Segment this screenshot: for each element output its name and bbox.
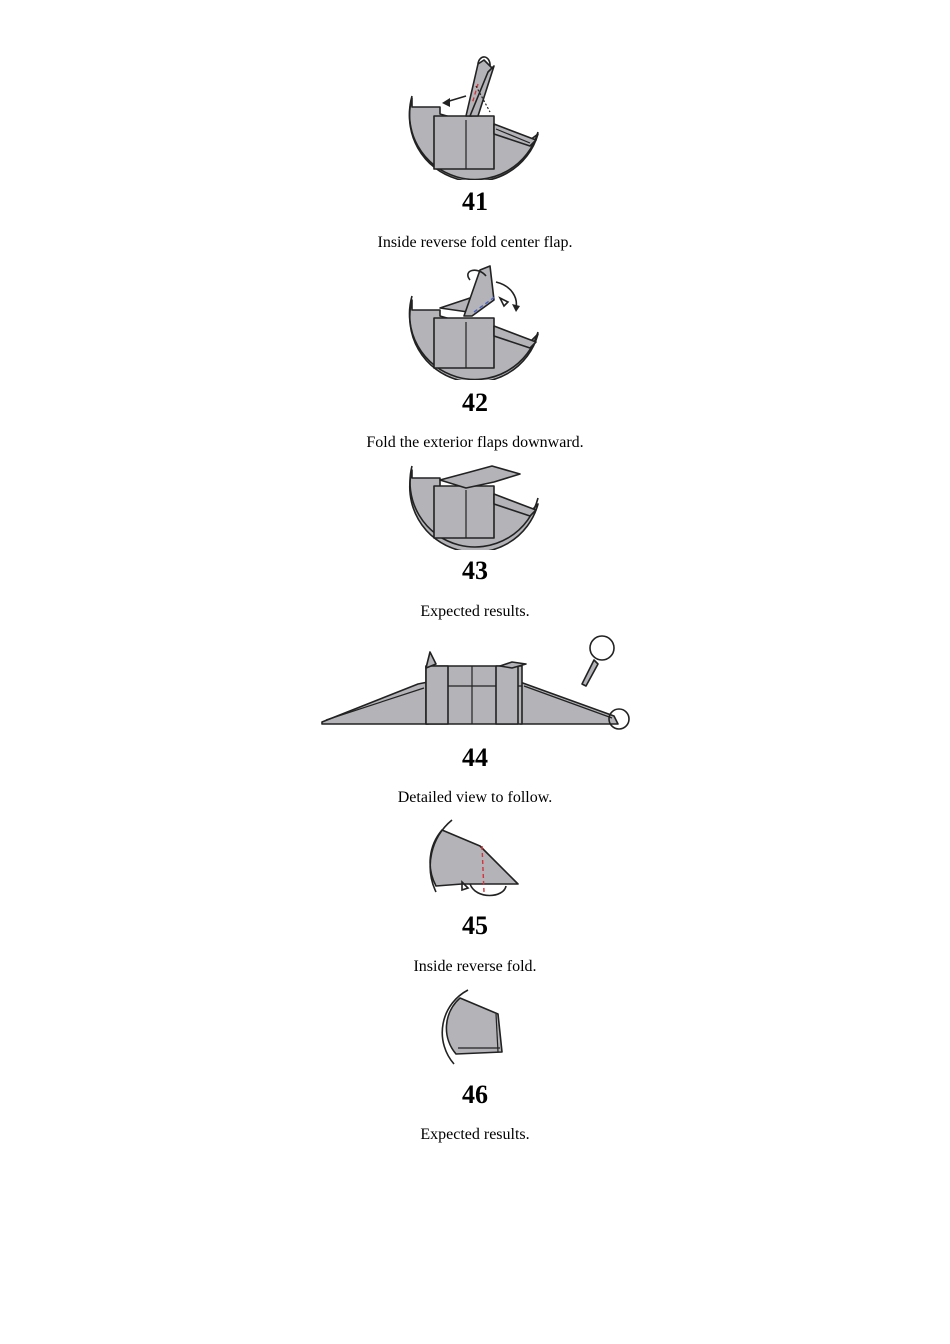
step-number-44: 44 xyxy=(462,743,488,772)
step-caption-45: Inside reverse fold. xyxy=(413,958,537,975)
step-number-41: 41 xyxy=(462,187,488,216)
step-caption-43: Expected results. xyxy=(420,603,530,620)
step-41-diagram xyxy=(0,55,950,180)
step-number-42: 42 xyxy=(462,388,488,417)
step-44-diagram xyxy=(0,630,950,740)
left-wing xyxy=(322,682,428,724)
step-caption-41: Inside reverse fold center flap. xyxy=(377,234,573,251)
step-caption-44: Detailed view to follow. xyxy=(397,789,553,806)
wing-tip xyxy=(430,830,518,886)
step-43-diagram xyxy=(0,460,950,550)
folded-tip xyxy=(446,998,502,1054)
folded-flaps xyxy=(440,466,520,488)
arrow-head-icon xyxy=(442,98,450,107)
step-46-diagram xyxy=(0,985,950,1070)
magnifier-icon xyxy=(590,636,614,660)
tower-body xyxy=(434,116,494,169)
step-caption-42: Fold the exterior flaps downward. xyxy=(366,434,584,451)
step-42-diagram xyxy=(0,262,950,380)
step-number-46: 46 xyxy=(462,1080,488,1109)
step-number-43: 43 xyxy=(462,556,488,585)
step-number-45: 45 xyxy=(462,911,488,940)
step-caption-46: Expected results. xyxy=(420,1126,530,1143)
step-45-diagram xyxy=(0,815,950,905)
